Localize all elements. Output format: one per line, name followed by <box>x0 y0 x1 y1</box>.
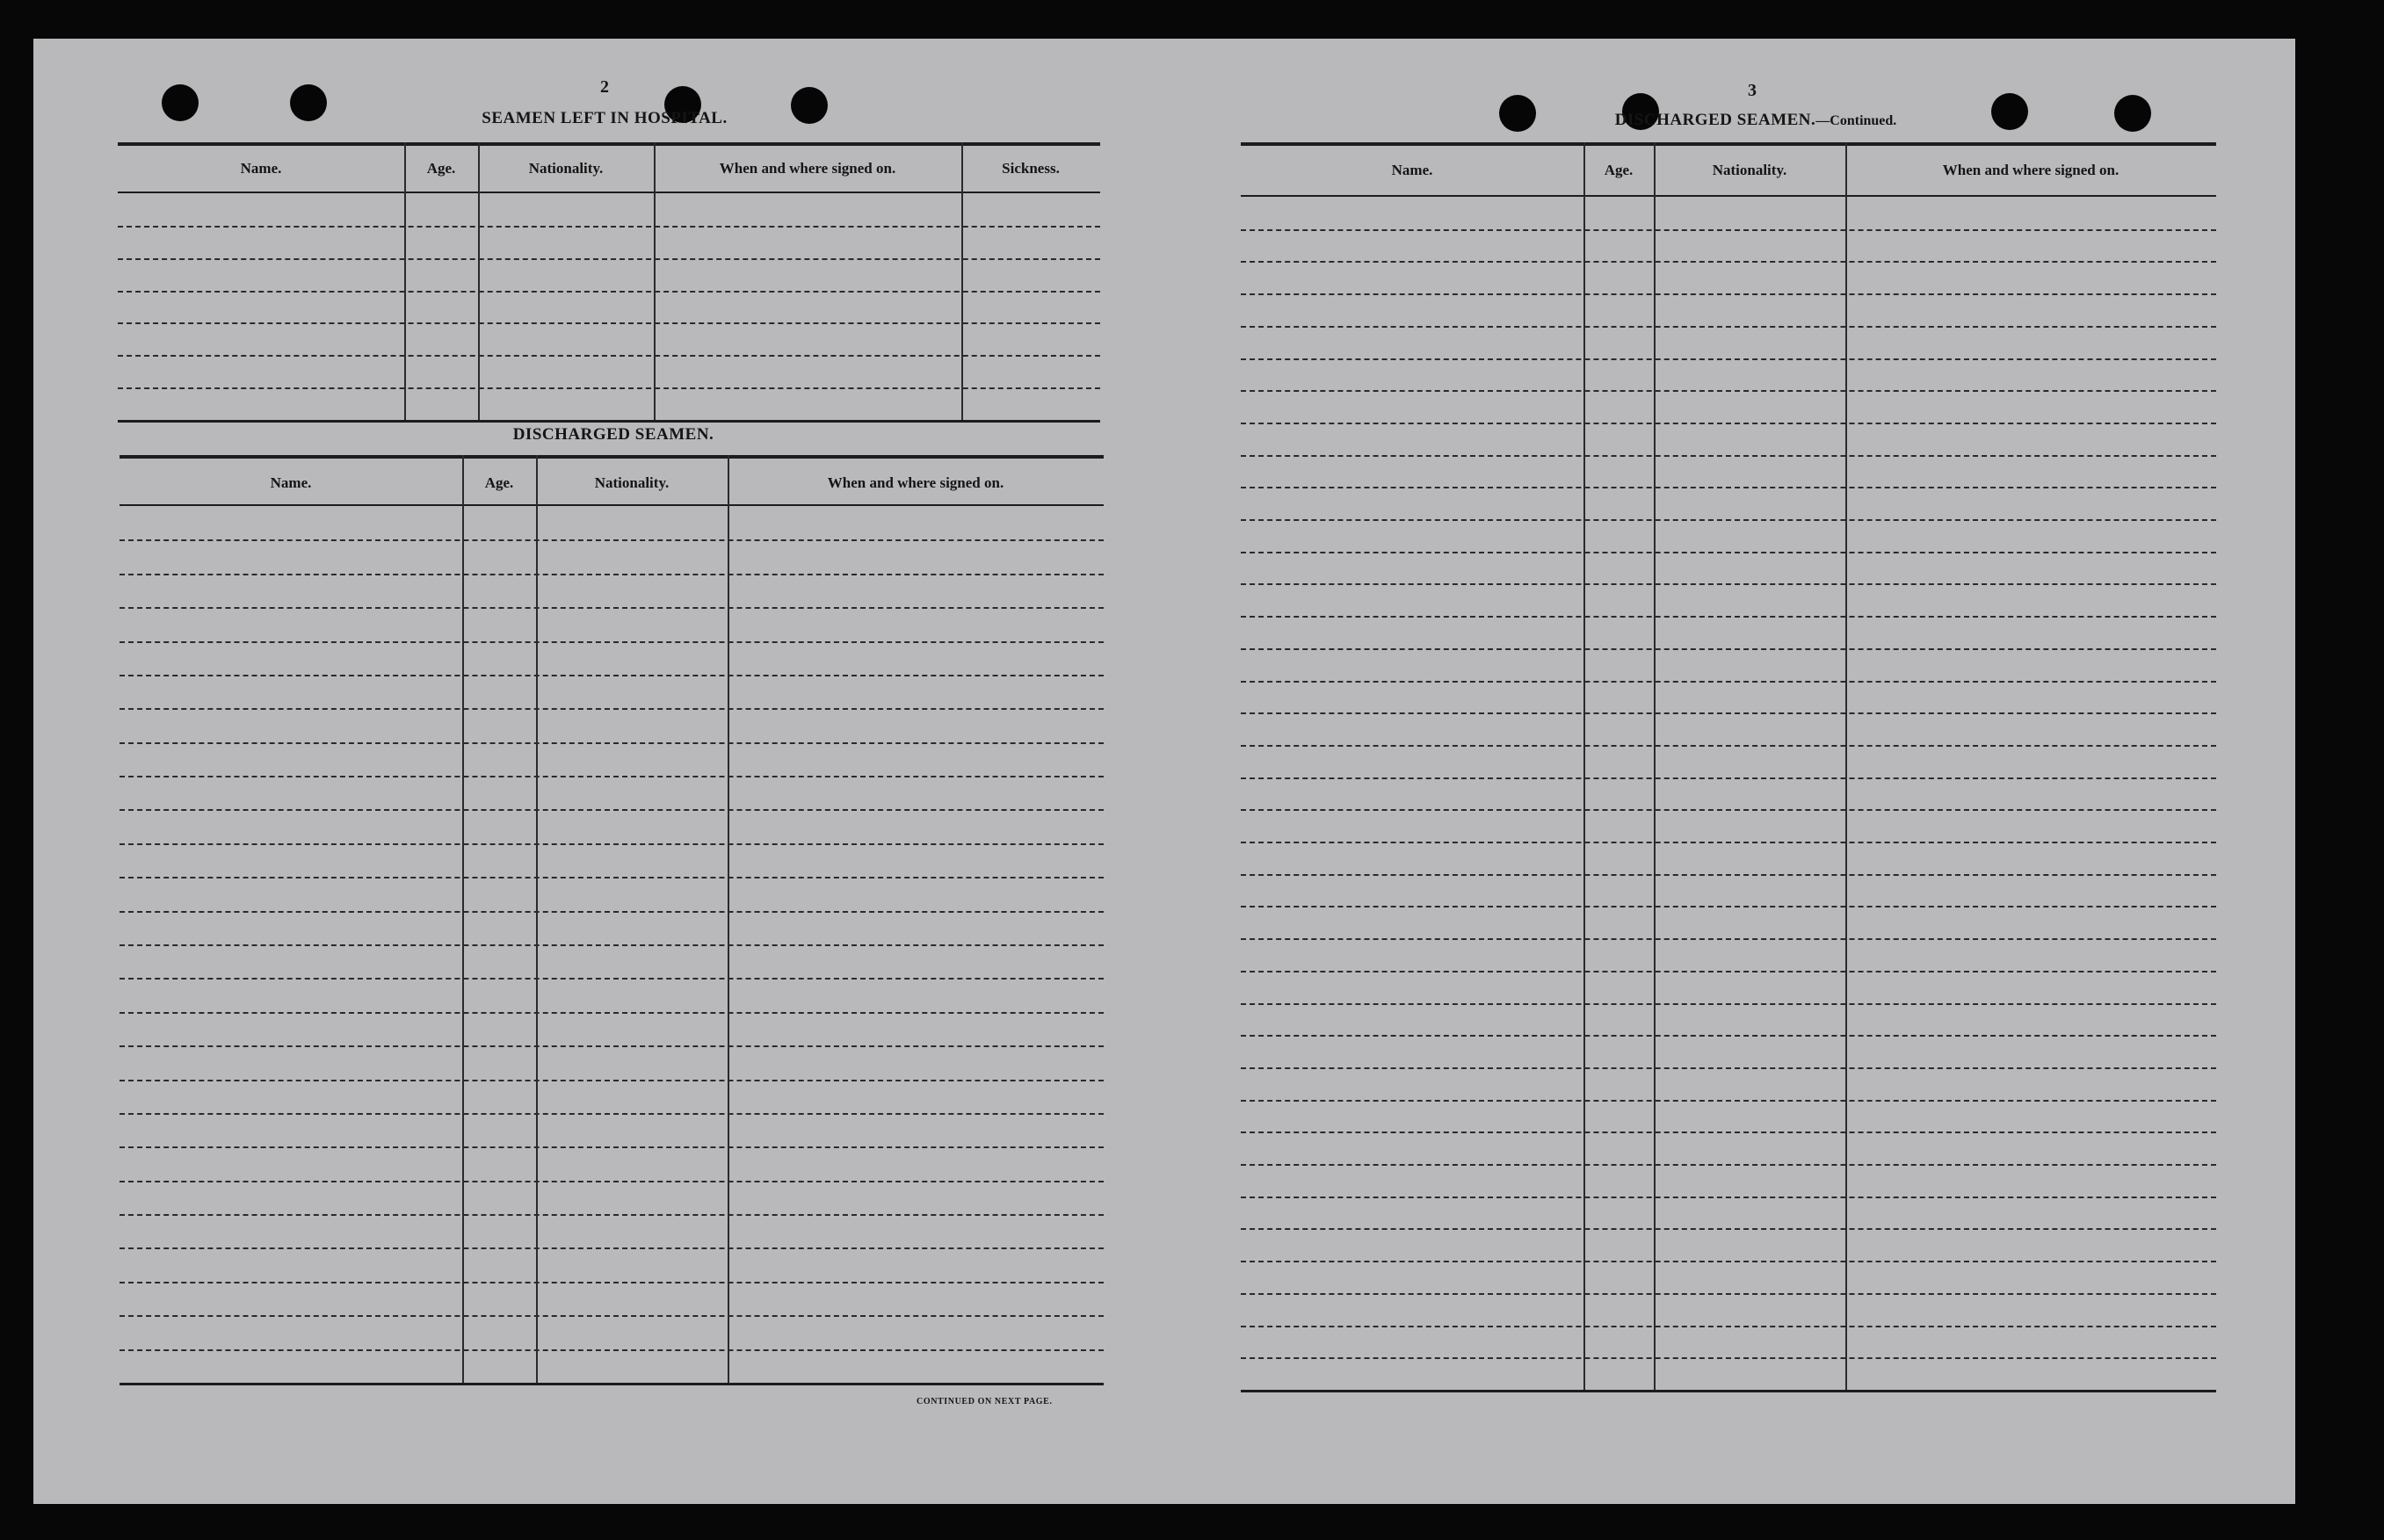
table-row <box>1241 648 2216 650</box>
table-row <box>1241 390 2216 392</box>
table-bottom-rule <box>120 1383 1104 1385</box>
table-row <box>120 1247 1104 1249</box>
table-row <box>1241 745 2216 747</box>
table-header-rule <box>1241 195 2216 197</box>
table-row <box>1241 552 2216 553</box>
table-top-rule <box>1241 142 2216 146</box>
hospital-section-title: SEAMEN LEFT IN HOSPITAL. <box>482 109 728 127</box>
discharged-section-title: DISCHARGED SEAMEN. <box>512 425 714 444</box>
table-row <box>1241 1228 2216 1230</box>
table-row <box>1241 938 2216 940</box>
table-row <box>120 809 1104 811</box>
table-row <box>1241 616 2216 618</box>
title-main: DISCHARGED SEAMEN. <box>1614 111 1816 129</box>
table-row <box>118 387 1100 389</box>
table-bottom-rule <box>1241 1390 2216 1392</box>
table-row <box>120 1349 1104 1351</box>
table-row <box>120 776 1104 777</box>
table-row <box>1241 1035 2216 1037</box>
table-row <box>1241 1067 2216 1069</box>
table-row <box>1241 487 2216 488</box>
table-row <box>1241 842 2216 843</box>
discharged-table <box>120 455 1104 1388</box>
column-divider <box>728 455 729 1383</box>
column-header-age: Age. <box>484 474 514 491</box>
table-row <box>120 641 1104 643</box>
column-header-name: Name. <box>240 160 282 177</box>
table-row <box>120 1214 1104 1216</box>
table-row <box>120 1012 1104 1014</box>
table-row <box>1241 1132 2216 1133</box>
table-row <box>1241 1357 2216 1359</box>
table-row <box>120 1113 1104 1115</box>
column-header-when-where: When and where signed on. <box>827 474 1004 491</box>
table-row <box>1241 1003 2216 1005</box>
table-row <box>118 355 1100 357</box>
table-row <box>120 877 1104 878</box>
table-row <box>1241 1100 2216 1102</box>
column-divider <box>536 455 538 1383</box>
form-sheet <box>33 39 2295 1504</box>
column-header-when-where: When and where signed on. <box>719 160 896 177</box>
table-row <box>1241 1261 2216 1262</box>
table-top-rule <box>120 455 1104 459</box>
table-row <box>120 708 1104 710</box>
table-row <box>120 1146 1104 1148</box>
table-header-rule <box>120 504 1104 506</box>
column-divider <box>404 142 406 420</box>
table-row <box>1241 261 2216 263</box>
table-row <box>120 607 1104 609</box>
table-row <box>1241 229 2216 231</box>
page-number: 2 <box>600 77 609 97</box>
table-row <box>120 1045 1104 1047</box>
column-divider <box>1654 142 1656 1390</box>
discharged-continued-table <box>1241 142 2216 1393</box>
column-header-nationality: Nationality. <box>594 474 670 491</box>
table-row <box>1241 519 2216 521</box>
table-row <box>1241 809 2216 811</box>
column-divider <box>478 142 480 420</box>
column-divider <box>1583 142 1585 1390</box>
table-row <box>1241 293 2216 295</box>
table-row <box>118 291 1100 293</box>
table-row <box>1241 777 2216 779</box>
table-top-rule <box>118 142 1100 146</box>
table-row <box>120 911 1104 913</box>
column-header-age: Age. <box>426 160 456 177</box>
column-divider <box>961 142 963 420</box>
right-page <box>1167 39 2295 1504</box>
column-divider <box>654 142 656 420</box>
table-header-rule <box>118 192 1100 193</box>
table-row <box>1241 455 2216 457</box>
column-divider <box>1845 142 1847 1390</box>
column-header-when-where: When and where signed on. <box>1942 162 2120 178</box>
table-row <box>120 1315 1104 1317</box>
column-header-nationality: Nationality. <box>528 160 604 177</box>
left-page <box>33 39 1167 1504</box>
column-divider <box>462 455 464 1383</box>
table-row <box>120 1080 1104 1081</box>
column-header-nationality: Nationality. <box>1712 162 1787 178</box>
table-row <box>120 1282 1104 1283</box>
table-row <box>120 944 1104 946</box>
table-row <box>120 843 1104 845</box>
table-row <box>1241 971 2216 972</box>
column-header-name: Name. <box>270 474 312 491</box>
table-row <box>1241 583 2216 585</box>
column-header-sickness: Sickness. <box>1002 160 1060 177</box>
table-row <box>118 322 1100 324</box>
table-row <box>1241 712 2216 714</box>
table-row <box>120 539 1104 541</box>
page-number: 3 <box>1748 81 1757 100</box>
table-bottom-rule <box>118 420 1100 423</box>
continued-note: CONTINUED ON NEXT PAGE. <box>917 1397 1053 1406</box>
hospital-table <box>118 142 1100 425</box>
table-row <box>1241 326 2216 328</box>
table-row <box>120 1181 1104 1182</box>
table-row <box>118 258 1100 260</box>
table-row <box>118 226 1100 228</box>
title-suffix: —Continued. <box>1815 113 1897 128</box>
table-row <box>120 675 1104 676</box>
table-row <box>1241 358 2216 360</box>
column-header-age: Age. <box>1604 162 1634 178</box>
column-header-name: Name. <box>1391 162 1433 178</box>
table-row <box>120 742 1104 744</box>
table-row <box>120 574 1104 575</box>
table-row <box>1241 906 2216 907</box>
table-row <box>1241 1164 2216 1166</box>
table-row <box>1241 1293 2216 1295</box>
table-row <box>1241 1326 2216 1327</box>
page-title <box>1492 111 2019 130</box>
table-row <box>1241 874 2216 876</box>
table-row <box>1241 423 2216 424</box>
table-row <box>1241 681 2216 683</box>
table-row <box>1241 1197 2216 1198</box>
table-row <box>120 978 1104 980</box>
